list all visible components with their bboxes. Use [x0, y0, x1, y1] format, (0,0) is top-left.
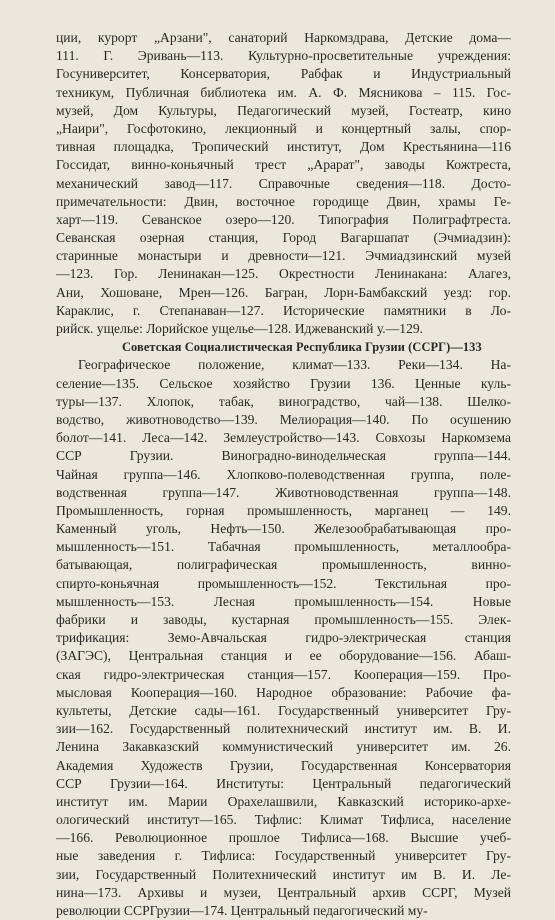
text-line: фабрики и заводы, кустарная промышленность—155. Элек-	[56, 612, 511, 627]
text-line: болот—141. Леса—142. Землеустройство—143. Совхозы Наркомзема	[56, 430, 511, 446]
text-line: (ЗАГЭС), Центральная станция и ее оборудование—156. Абаш-	[56, 648, 511, 664]
text-line: культеты, Детские сады—161. Государственный университет Гру-	[56, 702, 511, 718]
text-line: 111. Г. Эривань—113. Культурно-просветительные учреждения:	[56, 48, 511, 64]
text-line: водственная группа—147. Животноводственная группа—148.	[56, 484, 511, 500]
text-line: —166. Революционное прошлое Тифлиса—168. Высшие учеб-	[56, 830, 511, 846]
text-line: Караклис, г. Степанаван—127. Исторические памятники в Ло-	[56, 302, 511, 318]
text-line: „Наири", Госфотокино, лекционный и концертный залы, спор-	[56, 120, 511, 136]
text-line: Промышленность, горная промышленность, марганец — 149.	[56, 502, 511, 518]
text-line: Ленина Закавказский коммунистический университет им. 26.	[56, 739, 511, 755]
text-line: туры—137. Хлопок, табак, виноградство, чай—138. Шелко-	[56, 393, 511, 409]
text-line: Географическое положение, климат—133. Реки—134. На-	[78, 357, 511, 373]
text-line: селение—135. Сельское хозяйство Грузии 136. Ценные куль-	[56, 375, 511, 391]
text-line: революции ССРГрузии—174. Центральный педагогический му-	[56, 903, 428, 918]
text-line: ологический институт—165. Тифлис: Климат Тифлиса, население	[56, 812, 511, 828]
text-line: примечательности: Двин, восточное городище Двин, храмы Ге-	[56, 193, 511, 209]
text-line: Каменный уголь, Нефть—150. Железообрабатывающая про-	[56, 521, 511, 537]
text-line: зии, Государственный Политехнический институт им В. И. Ле-	[56, 866, 511, 882]
text-line: Госуниверситет, Консерватория, Рабфак и Индустриальный	[56, 66, 511, 82]
text-line: рийск. ущелье: Лорийское ущелье—128. Иджеванский у.—129.	[56, 321, 424, 336]
text-line: техникум, Публичная библиотека им. А. Ф. Мясникова – 115. Гос-	[56, 84, 511, 100]
text-line: Ани, Хошоване, Мрен—126. Багран, Лорн-Бамбакский уезд: гор.	[56, 284, 511, 300]
text-line: институт им. Марии Орахелашвили, Кавказский историко-архе-	[56, 793, 511, 809]
text-line: спирто-коньячная промышленность—152. Текстильная про-	[56, 575, 511, 591]
text-line: ные заведения г. Тифлиса: Государственный университет Гру-	[56, 848, 511, 864]
section-heading-georgia: Советская Социалистическая Республика Грузии (ССРГ)—133	[122, 340, 482, 355]
text-line: музей, Дом Культуры, Педагогический музей, Гостеатр, кино	[56, 102, 511, 118]
text-line: харт—119. Севанское озеро—120. Типография Полиграфтреста.	[56, 211, 511, 227]
text-line: тивная площадка, Тропический институт, Дом Крестьянина—116	[56, 139, 511, 155]
text-line: механический завод—117. Справочные сведения—118. Досто-	[56, 175, 511, 191]
text-line: трификация: Земо-Авчальская гидро-электрическая станция	[56, 630, 511, 646]
text-line: мышленность—153. Лесная промышленность—154. Новые	[56, 593, 511, 609]
text-line: —123. Гор. Ленинакан—125. Окрестности Ленинакана: Алагез,	[56, 266, 511, 282]
text-line: мышленность—151. Табачная промышленность, металлообра-	[56, 539, 511, 555]
text-line: батывающая, полиграфическая промышленность, винно-	[56, 557, 511, 573]
toc-block-georgia	[56, 356, 511, 920]
text-line: Академия Художеств Грузии, Государственная Консерватория	[56, 757, 511, 773]
text-line: Чайная группа—146. Хлопково-полеводственная группа, поле-	[56, 466, 511, 482]
text-line: мысловая Кооперация—160. Народное образование: Рабочие фа-	[56, 684, 511, 700]
text-line: зии—162. Государственный политехнический институт им. В. И.	[56, 721, 511, 737]
text-line: ССР Грузии. Виноградно-винодельческая группа—144.	[56, 448, 511, 464]
text-line: ССР Грузии—164. Институты: Центральный педагогический	[56, 775, 511, 791]
text-line: ции, курорт „Арзани", санаторий Наркомздрава, Детские дома—	[56, 30, 511, 45]
text-line: нина—173. Архивы и музеи, Центральный архив ССРГ, Музей	[56, 884, 511, 900]
text-line: старинные монастыри и древности—121. Эчмиадзинский музей	[56, 248, 511, 264]
toc-block-armenia	[56, 29, 511, 338]
text-line: Севанская озерная станция, Город Вагаршапат (Эчмиадзин):	[56, 230, 511, 246]
text-line: водство, животноводство—139. Мелиорация—140. По осушению	[56, 411, 511, 427]
text-line: ская гидро-электрическая станция—157. Кооперация—159. Про-	[56, 666, 511, 682]
text-line: Госсидат, винно-коньячный трест „Арарат", заводы Кожтреста,	[56, 157, 511, 173]
